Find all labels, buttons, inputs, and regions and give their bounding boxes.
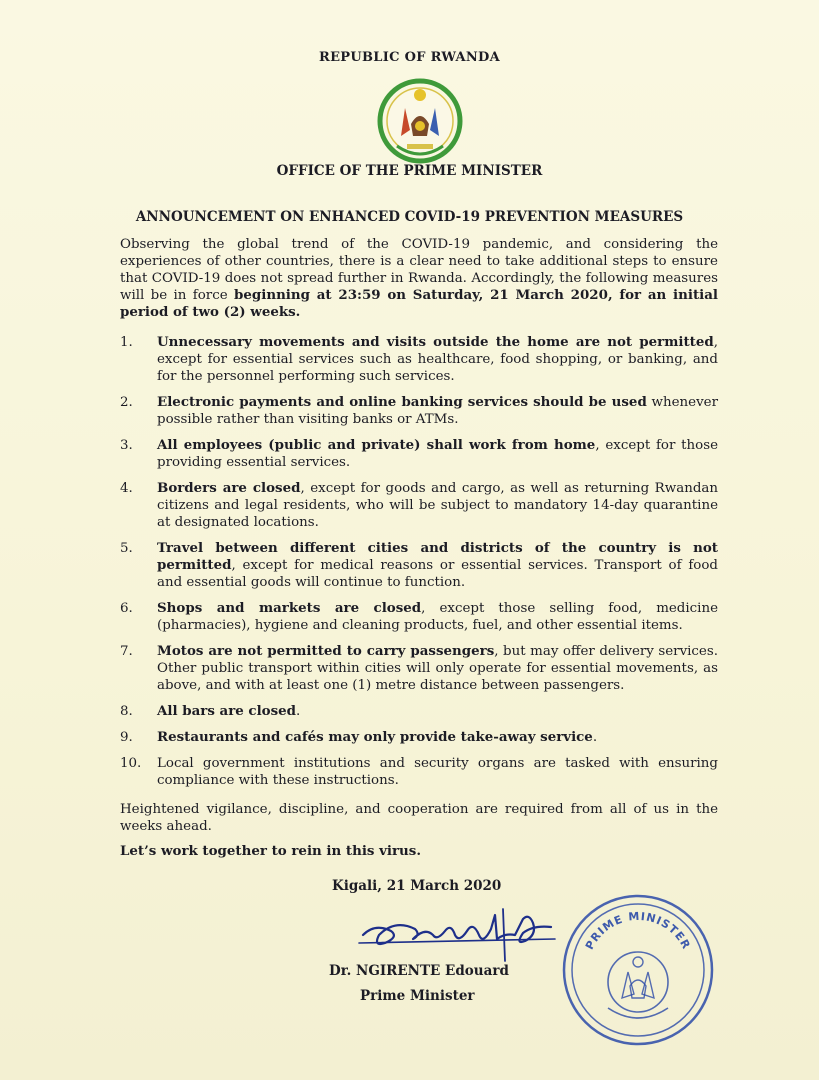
list-item <box>120 540 718 591</box>
list-item-number: 5. <box>120 541 133 556</box>
list-item-number: 7. <box>120 644 133 659</box>
list-item-text: , except those selling food, medicine (pharmacies), hygiene and cleaning products, fuel, and other essential items. <box>157 601 718 633</box>
list-item-bold: Shops and markets are closed <box>157 600 422 616</box>
list-item-text: whenever possible rather than visiting banks or ATMs. <box>157 395 718 427</box>
closing-slogan: Let’s work together to rein in this virus. <box>120 843 421 859</box>
list-item-text: Local government institutions and security organs are tasked with ensuring compliance with these instructions. <box>157 756 718 788</box>
list-item <box>120 437 718 471</box>
intro-text: Observing the global trend of the COVID-19 pandemic, and considering the experiences of other countries, there is a clear need to take additional steps to ensure that COVID-19 does not spread further in Rwanda. Accordingly, the following measures will be in force <box>120 237 718 303</box>
list-item-bold: Restaurants and cafés may only provide take-away service <box>157 729 593 745</box>
document-body <box>120 236 718 860</box>
list-item-number: 8. <box>120 704 133 719</box>
list-item <box>120 703 718 720</box>
list-item-text: , except for medical reasons or essential services. Transport of food and essential goods will continue to function. <box>157 558 718 590</box>
list-item-text: , except for goods and cargo, as well as returning Rwandan citizens and legal residents, who will be subject to mandatory 14-day quarantine at designated locations. <box>157 481 719 530</box>
national-emblem-icon <box>377 78 463 164</box>
list-item <box>120 334 718 385</box>
place-and-date: Kigali, 21 March 2020 <box>332 878 502 894</box>
list-item-bold: Unnecessary movements and visits outside the home are not permitted <box>157 334 714 350</box>
list-item-text: . <box>296 704 301 719</box>
list-item-number: 1. <box>120 335 133 350</box>
list-item-text: . <box>592 730 598 745</box>
intro-paragraph <box>120 236 718 321</box>
list-item-number: 6. <box>120 601 133 616</box>
list-item <box>120 480 718 531</box>
list-item-bold: Travel between different cities and districts of the country is not permitted <box>157 540 718 573</box>
list-item-bold: Electronic payments and online banking services should be used <box>157 394 647 410</box>
list-item <box>120 755 718 789</box>
signature-icon <box>355 905 570 965</box>
list-item <box>120 643 718 694</box>
list-item-number: 10. <box>120 756 142 771</box>
signer-name: Dr. NGIRENTE Edouard <box>329 963 509 979</box>
list-item-text: , but may offer delivery services. Other public transport within cities will only operate for essential movements, as above, and with at least one (1) metre distance between passengers. <box>157 644 718 693</box>
list-item-bold: Motos are not permitted to carry passengers <box>157 643 495 659</box>
measures-list <box>120 334 718 789</box>
list-item <box>120 394 718 428</box>
svg-text:PRIME MINISTER: PRIME MINISTER <box>582 909 694 952</box>
announcement-title: ANNOUNCEMENT ON ENHANCED COVID-19 PREVENTION MEASURES <box>135 209 684 225</box>
list-item-text: , except for those providing essential services. <box>157 438 718 470</box>
republic-heading: REPUBLIC OF RWANDA <box>318 50 500 65</box>
list-item-text: , except for essential services such as healthcare, food shopping, or banking, and for the personnel performing such services. <box>157 335 718 384</box>
official-stamp-icon <box>558 890 718 1050</box>
closing-paragraph: Heightened vigilance, discipline, and cooperation are required from all of us in the weeks ahead. <box>120 802 718 834</box>
intro-bold: beginning at 23:59 on Saturday, 21 March 2020, for an initial period of two (2) weeks. <box>120 287 718 320</box>
list-item-number: 3. <box>120 438 133 453</box>
list-item <box>120 600 718 634</box>
signer-role: Prime Minister <box>360 988 475 1004</box>
list-item-number: 2. <box>120 395 133 410</box>
list-item-number: 4. <box>120 481 133 496</box>
list-item-bold: Borders are closed <box>157 480 301 496</box>
list-item-bold: All employees (public and private) shall work from home <box>157 437 596 453</box>
office-heading: OFFICE OF THE PRIME MINISTER <box>276 163 543 179</box>
list-item-bold: All bars are closed <box>157 703 297 719</box>
list-item <box>120 729 718 746</box>
list-item-number: 9. <box>120 730 133 745</box>
